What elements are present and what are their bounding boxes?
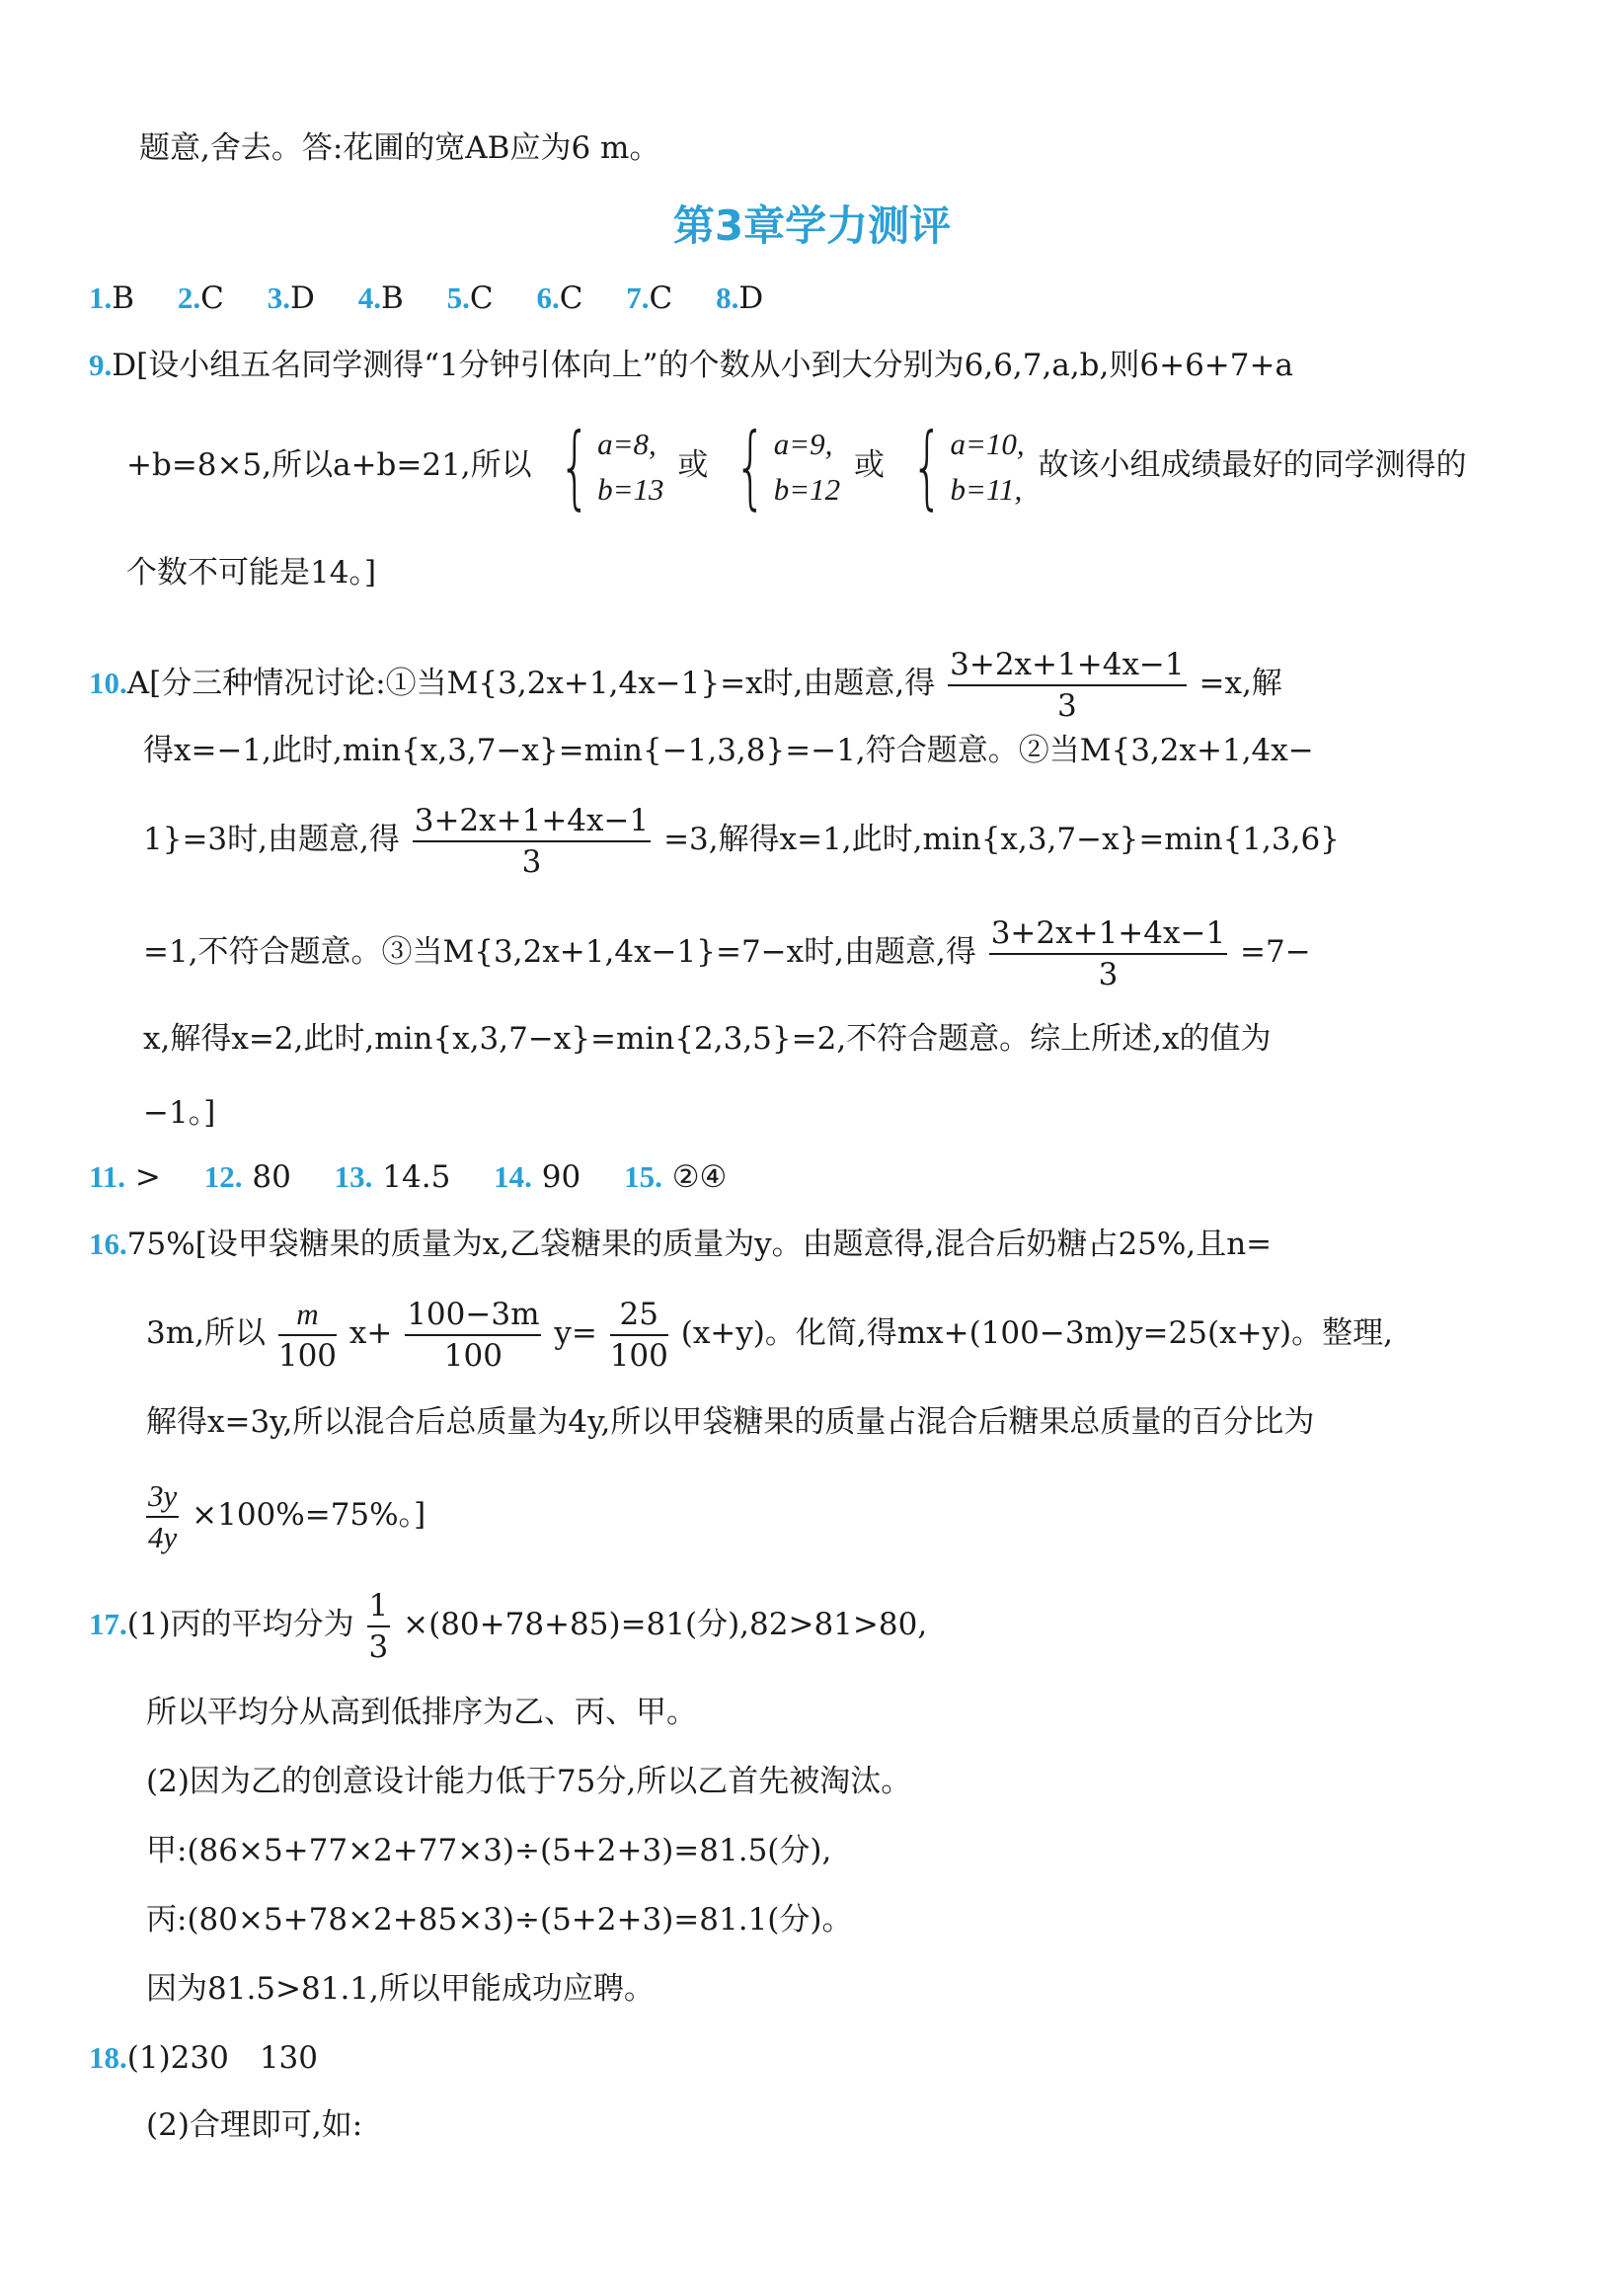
fraction: $\frac{m}{100}$ (277, 1296, 338, 1374)
q9-line-3: 个数不可能是14。] (126, 555, 377, 591)
q18-line-2: (2)合理即可,如: (146, 2107, 363, 2143)
fraction: $\frac{1}{3}$ (368, 1587, 389, 1665)
q17-line-3: (2)因为乙的创意设计能力低于75分,所以乙首先被淘汰。 (146, 1764, 912, 1799)
answers-11-15: 11. > 12. 80 13. 14.5 14. 90 15. ②④ (89, 1159, 728, 1195)
q16-line-4: $\frac{3y}{4y}$ ×100%=75%。] (146, 1473, 425, 1557)
q10-line-2: 得x=−1,此时,min{x,3,7−x}=min{−1,3,8}=−1,符合题意。②当M{3,2x+1,4x− (143, 733, 1314, 768)
q10-line-6: −1。] (143, 1095, 216, 1131)
q10-line-1: 10.A[分三种情况讨论:①当M{3,2x+1,4x−1}=x时,由题意,得 $\frac{3+2x+1+4x-1}{3}$ =x,解 (89, 646, 1282, 724)
q18-line-1: 18.(1)230 130 (89, 2040, 319, 2076)
system-2: { a=9, b=12 (735, 413, 841, 519)
previous-answer-tail: 题意,舍去。答:花圃的宽AB应为6 m。 (139, 130, 660, 166)
q17-line-5: 丙:(80×5+78×2+85×3)÷(5+2+3)=81.1(分)。 (146, 1902, 853, 1938)
q16-line-1: 16.75%[设甲袋糖果的质量为x,乙袋糖果的质量为y。由题意得,混合后奶糖占25%,且n= (89, 1227, 1273, 1262)
system-3: { a=10, b=11, (911, 413, 1025, 519)
q17-line-6: 因为81.5>81.1,所以甲能成功应聘。 (146, 1971, 655, 2007)
q16-line-2: 3m,所以 $\frac{m}{100}$ x+ $\frac{100-3m}{100}$ y= $\frac{25}{100}$ (x+y)。化简,得mx+(100−3m)y=25(x+y)。整理, (146, 1296, 1393, 1374)
q10-line-3: 1}=3时,由题意,得 $\frac{3+2x+1+4x-1}{3}$ =3,解得x=1,此时,min{x,3,7−x}=min{1,3,6} (143, 802, 1340, 880)
fraction: $\frac{3+2x+1+4x-1}{3}$ (990, 914, 1226, 992)
q17-line-4: 甲:(86×5+77×2+77×3)÷(5+2+3)=81.5(分), (146, 1833, 832, 1868)
fraction: $\frac{3+2x+1+4x-1}{3}$ (950, 646, 1185, 724)
fraction: $\frac{25}{100}$ (609, 1296, 668, 1374)
q9-line-1: 9.D[设小组五名同学测得“1分钟引体向上”的个数从小到大分别为6,6,7,a,b,则6+6+7+a (89, 348, 1293, 383)
fraction: $\frac{100-3m}{100}$ (407, 1296, 540, 1374)
section-title: 第3章学力测评 (672, 201, 952, 250)
fraction: $\frac{3+2x+1+4x-1}{3}$ (414, 802, 650, 880)
q10-line-4: =1,不符合题意。③当M{3,2x+1,4x−1}=7−x时,由题意,得 $\frac{3+2x+1+4x-1}{3}$ =7− (143, 914, 1311, 992)
q17-line-1: 17.(1)丙的平均分为 $\frac{1}{3}$ ×(80+78+85)=81(分),82>81>80, (89, 1587, 928, 1665)
q10-line-5: x,解得x=2,此时,min{x,3,7−x}=min{2,3,5}=2,不符合题意。综上所述,x的值为 (143, 1021, 1272, 1057)
q9-line-2: +b=8×5,所以a+b=21,所以 { a=8, b=13 或 { a=9, b=12 或 { a=10, b=11, 故该小组成绩最好的同学测得的 (126, 413, 1467, 519)
q16-line-3: 解得x=3y,所以混合后总质量为4y,所以甲袋糖果的质量占混合后糖果总质量的百分比为 (146, 1404, 1315, 1440)
q17-line-2: 所以平均分从高到低排序为乙、丙、甲。 (146, 1695, 697, 1730)
system-1: { a=8, b=13 (558, 413, 664, 519)
answers-1-8: 1.B 2.C 3.D 4.B 5.C 6.C 7.C 8.D (89, 280, 764, 316)
fraction: $\frac{3y}{4y}$ (148, 1477, 178, 1554)
